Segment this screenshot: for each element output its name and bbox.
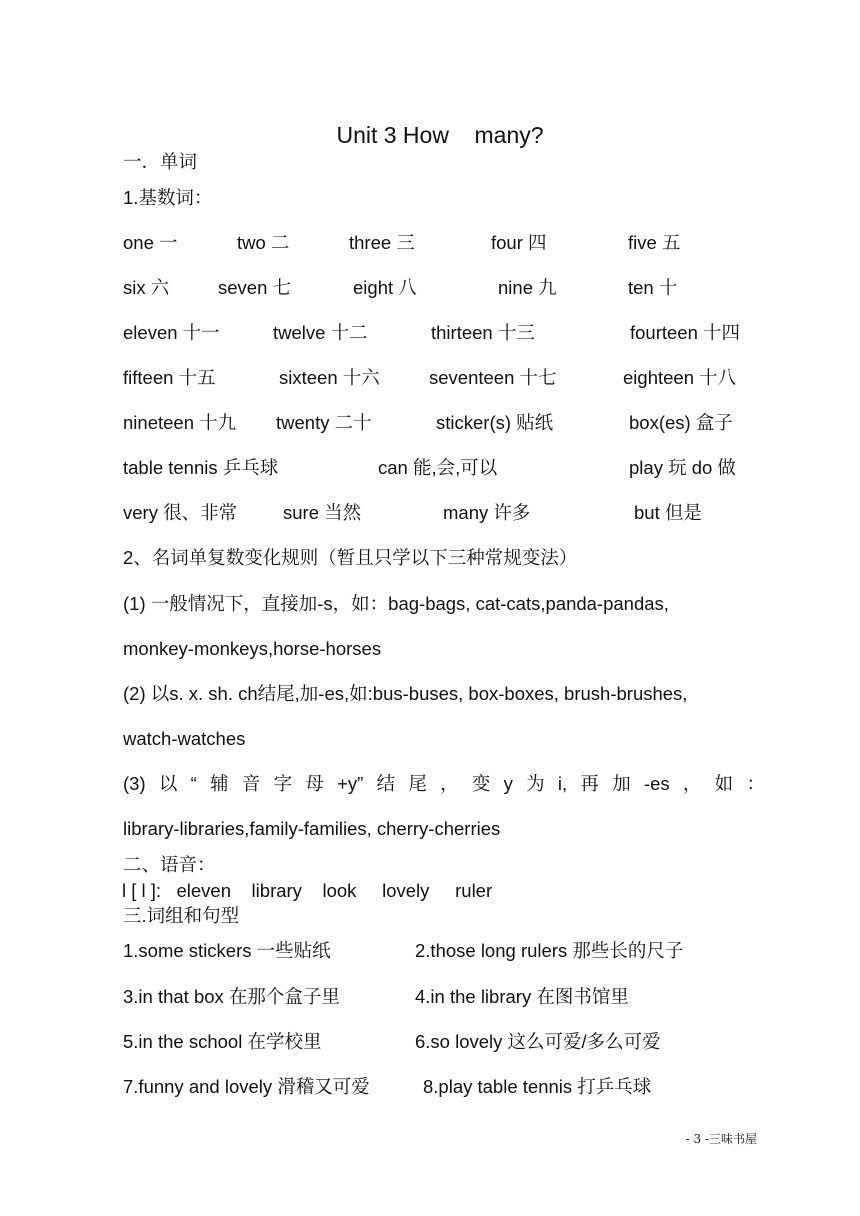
rule-token: 为 — [526, 773, 545, 794]
vocab-word: one 一 — [123, 232, 178, 253]
vocab-word: very 很、非常 — [123, 502, 238, 523]
vocab-word: four 四 — [491, 232, 547, 253]
rule-token: 音 — [241, 773, 261, 794]
rule-token: 尾 — [408, 773, 427, 794]
vocab-word: nine 九 — [498, 277, 557, 298]
rule-token: i, — [557, 773, 568, 794]
vocab-word: fourteen 十四 — [630, 322, 741, 343]
vocab-word: sticker(s) 贴纸 — [436, 412, 554, 433]
vocab-word: box(es) 盒子 — [629, 412, 733, 433]
plural-rule-3 — [123, 772, 765, 796]
vocab-word: ten 十 — [628, 277, 678, 298]
phrase-item: 5.in the school 在学校里 — [123, 1031, 322, 1052]
vocab-word: fifteen 十五 — [123, 367, 216, 388]
phrase-item: 2.those long rulers 那些长的尺子 — [415, 940, 684, 961]
phonics-line: l [ l ]: eleven library look lovely ruler — [122, 880, 493, 901]
section-heading-phonics: 二、语音： — [123, 854, 216, 875]
vocab-word: play 玩 do 做 — [629, 457, 736, 478]
vocab-word: thirteen 十三 — [431, 322, 535, 343]
phrase-item: 8.play table tennis 打乒乓球 — [423, 1076, 652, 1097]
vocab-word: seven 七 — [218, 277, 292, 298]
vocab-word: eleven 十一 — [123, 322, 220, 343]
rule-token: -es — [643, 773, 670, 794]
rule-token: 结 — [376, 773, 396, 794]
rule-token: ， — [440, 773, 459, 794]
rule-token: 加 — [612, 773, 631, 794]
rule-token: +y” — [337, 773, 364, 794]
rule-token: 母 — [305, 773, 324, 794]
vocab-word: many 许多 — [443, 502, 531, 523]
rule-token: (3) — [123, 773, 146, 794]
vocab-word: seventeen 十七 — [429, 367, 557, 388]
section-heading-phrases: 三.词组和句型 — [123, 905, 240, 926]
rule-token: 字 — [273, 773, 293, 794]
vocab-word: sixteen 十六 — [279, 367, 380, 388]
vocab-word: six 六 — [123, 277, 170, 298]
rule-token: 变 — [471, 773, 491, 794]
section-heading-vocabulary: 一．单词 — [123, 151, 198, 172]
vocab-word: table tennis 乒乓球 — [123, 457, 279, 478]
plural-rule-1: (1) 一般情况下，直接加-s，如：bag-bags, cat-cats,panda-pandas, — [123, 593, 669, 614]
plural-rules-heading: 2、名词单复数变化规则（暂且只学以下三种常规变法） — [123, 547, 578, 568]
rule-token: y — [503, 773, 513, 794]
vocab-word: can 能,会,可以 — [378, 457, 498, 478]
rule-token: ： — [746, 773, 765, 794]
plural-rule-2: (2) 以s. x. sh. ch结尾,加-es,如:bus-buses, box-boxes, brush-brushes, — [123, 683, 688, 704]
rule-token: 辅 — [210, 773, 229, 794]
rule-token: 再 — [580, 773, 599, 794]
rule-token: 以 — [158, 773, 178, 794]
vocab-word: eight 八 — [353, 277, 417, 298]
vocab-word: two 二 — [237, 232, 290, 253]
plural-rule-1-continued: monkey-monkeys,horse-horses — [123, 638, 382, 659]
vocab-word: three 三 — [349, 232, 415, 253]
page-title: Unit 3 How many? — [336, 122, 544, 148]
rule-token: ， — [682, 773, 702, 794]
page-footer: - 3 -三味书屋 — [685, 1132, 757, 1146]
vocab-word: eighteen 十八 — [623, 367, 737, 388]
vocab-word: twenty 二十 — [276, 412, 372, 433]
phrase-item: 6.so lovely 这么可爱/多么可爱 — [415, 1031, 661, 1052]
phrase-item: 7.funny and lovely 滑稽又可爱 — [123, 1076, 370, 1097]
vocab-word: nineteen 十九 — [123, 412, 237, 433]
plural-rule-3-continued: library-libraries,family-families, cherry-cherries — [123, 818, 501, 839]
vocab-word: five 五 — [628, 232, 681, 253]
vocab-word: sure 当然 — [283, 502, 362, 523]
vocab-word: twelve 十二 — [273, 322, 368, 343]
phrase-item: 1.some stickers 一些贴纸 — [123, 940, 331, 961]
subheading-cardinal-numbers: 1.基数词： — [123, 187, 213, 208]
rule-token: “ — [190, 773, 197, 794]
vocab-word: but 但是 — [634, 502, 702, 523]
plural-rule-2-continued: watch-watches — [123, 728, 246, 749]
phrase-item: 3.in that box 在那个盒子里 — [123, 986, 340, 1007]
phrase-item: 4.in the library 在图书馆里 — [415, 986, 629, 1007]
rule-token: 如 — [714, 773, 734, 794]
